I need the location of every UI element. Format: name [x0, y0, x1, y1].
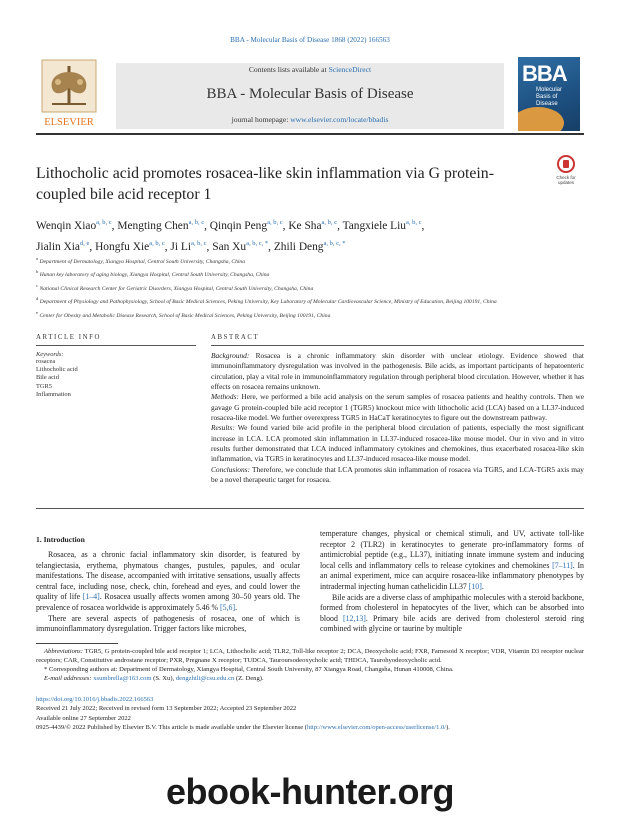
author-affiliation-marker[interactable]: a, b, c, * [246, 239, 269, 247]
watermark: ebook-hunter.org [166, 771, 454, 812]
author-name[interactable]: Wenqin Xiao [36, 219, 97, 232]
abstract-methods: Methods: Here, we performed a bile acid analysis on the serum samples of rosacea patients and healthy controls. Then we gavage G protein-coupled bile acid receptor 1 (TGR5) knockout mice with lithocholic acid (LCA) based on a LL37-induced rosacea-like model. We further overexpress TGR5 in HaCaT keratinocytes to figure out the downstream pathway. [211, 392, 584, 423]
author-name[interactable]: Ji Li [170, 240, 191, 253]
affiliation-item: $^a$ Department of Dermatology, Xiangya Hospital, Central South University, Changsha, China [36, 256, 246, 265]
abstract-conclusions: Conclusions: Therefore, we conclude that LCA promotes skin inflammation of rosacea via TGR5, and LCA-TGR5 axis may be a novel therapeutic target for rosacea. [211, 464, 584, 485]
article-metadata [36, 695, 596, 733]
cover-subtitle [536, 87, 562, 108]
abstract-heading: ABSTRACT [211, 334, 260, 341]
cover-decoration [518, 107, 564, 131]
author-affiliation-marker[interactable]: a, b, c [267, 219, 283, 226]
author-name[interactable]: Ke Sha [288, 219, 322, 232]
cover-title: BBA [522, 61, 567, 86]
author-list: Wenqin Xiao$^{a, b, c}$, Mengting Chen$^{a, b, c}$, Qinqin Peng$^{a, b, c}$, Ke Sha$^{a, b, c}$, Tangxiele Liu$^{a, b, c}$, Jialin Xia$^{d, e}$, Hongfu Xie$^{a, b, c}$, Ji Li$^{a, b, c}$, San $Xu^{a, b, c, *}$, Zhili Deng$^{a, b, c, *}$ [36, 219, 425, 253]
journal-homepage-link[interactable]: www.elsevier.com/locate/bbadis [290, 115, 389, 124]
author-affiliation-marker[interactable]: a, b, c, * [323, 239, 346, 247]
abstract-bottom-rule [36, 508, 584, 509]
keyword-item[interactable]: Inflammation [36, 390, 71, 398]
affiliations [36, 254, 584, 321]
citation-link[interactable]: [1–4] [82, 592, 100, 602]
available-online-date: Available online 27 September 2022 [36, 714, 131, 722]
abstract-body [211, 351, 584, 485]
journal-cover-image [518, 57, 580, 131]
affiliation-item: $^b$ Hunan key laboratory of aging biology, Xiangya Hospital, Central South University, Changsha, China [36, 269, 270, 279]
author-name[interactable]: Jialin Xia [36, 240, 80, 253]
citation-link[interactable]: [7–11] [552, 560, 573, 570]
keywords-label: Keywords: [36, 351, 64, 358]
abstract-rule [211, 345, 584, 346]
author-name[interactable]: Zhili Deng [273, 240, 324, 253]
affiliation-item: $^c$ National Clinical Research Center for Geriatric Disorders, Xiangya Hospital, Central South University, Changsha, China [36, 282, 314, 292]
doi-link[interactable]: https://doi.org/10.1016/j.bbadis.2022.166563 [36, 696, 154, 703]
citation-link[interactable]: [10] [468, 581, 482, 591]
publisher-name: ELSEVIER [44, 117, 94, 128]
keyword-item[interactable]: Lithocholic acid [36, 366, 78, 374]
journal-name: BBA - Molecular Basis of Disease [206, 86, 414, 102]
contents-prefix: Contents lists available at [248, 65, 329, 74]
author-affiliation-marker[interactable]: a, b, c [96, 219, 112, 226]
author-name[interactable]: Mengting Chen [117, 219, 189, 232]
section-heading-introduction: 1. Introduction [36, 535, 85, 544]
body-right-column [320, 529, 584, 635]
email-footnote: E-mail addresses: xsumbrella@163.com (S. Xu), dengzhili@csu.edu.cn (Z. Deng). [44, 674, 264, 682]
affiliation-item: $^d$ Department of Physiology and Pathophysiology, School of Basic Medical Sciences, Peking University, Key Laboratory of Molecular Cardiovascular Science, Ministry of Education, Beijing 100191, China [36, 296, 497, 306]
email-link[interactable]: dengzhili@csu.edu.cn [175, 674, 235, 682]
cover-subtitle-line: Disease [536, 101, 558, 107]
author-name[interactable]: Hongfu Xie [95, 240, 150, 253]
author-name[interactable]: Qinqin Peng [209, 219, 268, 232]
corresponding-author-footnote: * Corresponding authors at: Department of Dermatology, Xiangya Hospital, Central South University, 87 Xiangya Road, Changsha, Hunan 410008, China. [44, 665, 454, 673]
author-affiliation-marker[interactable]: a, b, c [321, 219, 338, 226]
article-title: Lithocholic acid promotes rosacea-like skin inflammation via G protein-coupled bile acid receptor 1 [36, 165, 494, 203]
received-dates: Received 21 July 2022; Received in revised form 13 September 2022; Accepted 23 September 2022 [36, 705, 297, 713]
author-affiliation-marker[interactable]: a, b, c [188, 219, 205, 226]
citation-link[interactable]: [5,6] [220, 602, 236, 612]
author-affiliation-marker[interactable]: a, b, c [149, 239, 165, 247]
check-updates-label: Check for updates [556, 175, 576, 185]
sciencedirect-link[interactable]: ScienceDirect [328, 65, 372, 74]
body-paragraph: Bile acids are a diverse class of amphipathic molecules with a steroid backbone, formed from cholesterol in hepatocytes of the liver, which can be absorbed into blood [12,13]. Primary bile acids are derived from cholesterol steroid ring combined with glycine or taurine by multiple [320, 592, 585, 634]
abbreviations-footnote: Abbreviations: TGR5, G protein-coupled bile acid receptor 1; LCA, Lithocholic acid; TLR2, Toll-like receptor 2; DCA, Deoxycholic acid; FXR, Farnesoid X receptor; VDR, Vitamin D3 receptor nuclear receptors; CAR, Constitutive androstane receptor; PXR, Pregnane X receptor; TUDCA, Tauroursodeoxycholic acid; THDCA, Taurohyodeoxycholic acid. [36, 648, 584, 664]
keywords-block [36, 351, 196, 399]
keyword-item[interactable]: rosacea [36, 358, 56, 365]
body-left-column [36, 550, 300, 635]
keyword-item[interactable]: TGR5 [36, 382, 52, 390]
affiliation-item: $^e$ Center for Obesity and Metabolic Disease Research, School of Basic Medical Sciences, Peking University, Beijing 100191, China [36, 309, 331, 319]
abstract-results: Results: We found varied bile acid profile in the peripheral blood circulation of patients, especially the most significant increase in LCA. LCA promoted skin inflammation in LL37-induced rosacea-like mouse model. Our in vivo and in vitro results further demonstrated that LCA induced inflammatory cytokines and chemokines, thus exacerbated rosacea-like skin inflammation, via TGR5 in keratinocytes and LL37-induced rosacea-like mouse model. [211, 423, 584, 464]
journal-citation-line[interactable]: BBA - Molecular Basis of Disease 1868 (2022) 166563 [230, 36, 390, 44]
author-affiliation-marker[interactable]: d, e [79, 239, 90, 247]
author-affiliation-marker[interactable]: a, b, c [405, 219, 422, 226]
footnote-rule [36, 643, 118, 644]
check-updates-icon [557, 155, 575, 173]
homepage-prefix: journal homepage: [231, 115, 291, 124]
email-link[interactable]: xsumbrella@163.com [93, 674, 152, 682]
cover-subtitle-line: Basis of [536, 94, 558, 100]
check-for-updates-button[interactable] [548, 155, 584, 187]
author-affiliation-marker[interactable]: a, b, c [191, 239, 207, 247]
cover-subtitle-line: Molecular [536, 87, 563, 93]
abstract-background: Background: Rosacea is a chronic inflammatory skin disorder with unclear etiology. Evidence showed that immunoinflammatory dysregulation was involved in the pathogenesis. Bile acids, as important participants of hepatoenteric circulation, play a vital role in immunoinflammatory regulation through peripheral blood circulation. However, whether it has effects on rosacea remains unknown. [211, 351, 584, 392]
article-info-heading: ARTICLE INFO [36, 334, 102, 341]
article-info-rule [36, 345, 196, 346]
license-line: 0925-4439/© 2022 Published by Elsevier B.V. This article is made available under the Elsevier license (http://www.elsevier.com/open-access/userlicense/1.0/). [36, 724, 450, 732]
body-paragraph: Rosacea, as a chronic facial inflammatory skin disorder, is featured by telangiectasia, erythema, phymatous changes, pustules, papules, and ocular manifestations. The disease, accompanied with irritative sensations, usually affects central face, including nose, check, chin, forehead and eyes, and could lower the quality of life [1–4]. Rosacea usually affects women among 30–50 years old. The prevalence of rosacea worldwide is approximately 5.46 % [5,6]. [36, 550, 300, 612]
footnotes [36, 648, 584, 684]
citation-link[interactable]: [12,13] [343, 613, 366, 623]
header-rule [36, 133, 584, 135]
body-paragraph: There are several aspects of pathogenesis of rosacea, one of which is immunoinflammatory dysregulation. Trigger factors like microbes, [36, 613, 300, 634]
author-name[interactable]: San Xu [212, 240, 247, 253]
license-link[interactable]: http://www.elsevier.com/open-access/userlicense/1.0/ [306, 724, 447, 732]
body-paragraph: temperature changes, physical or chemical stimuli, and UV, activate toll-like receptor 2 (TLR2) in keratinocytes to generate pro-inflammatory forms of antimicrobial peptide (e.g., LL37), initiating innate immune system and inducing local cells and inflammatory cells to release cytokines and chemokines [7–11]. In an animal experiment, mice can acquire rosacea-like inflammatory phenotypes by intradermal injecting human cathelicidin LL37 [10]. [320, 529, 584, 591]
keyword-item[interactable]: Bile acid [36, 374, 59, 382]
author-name[interactable]: Tangxiele Liu [342, 219, 406, 232]
